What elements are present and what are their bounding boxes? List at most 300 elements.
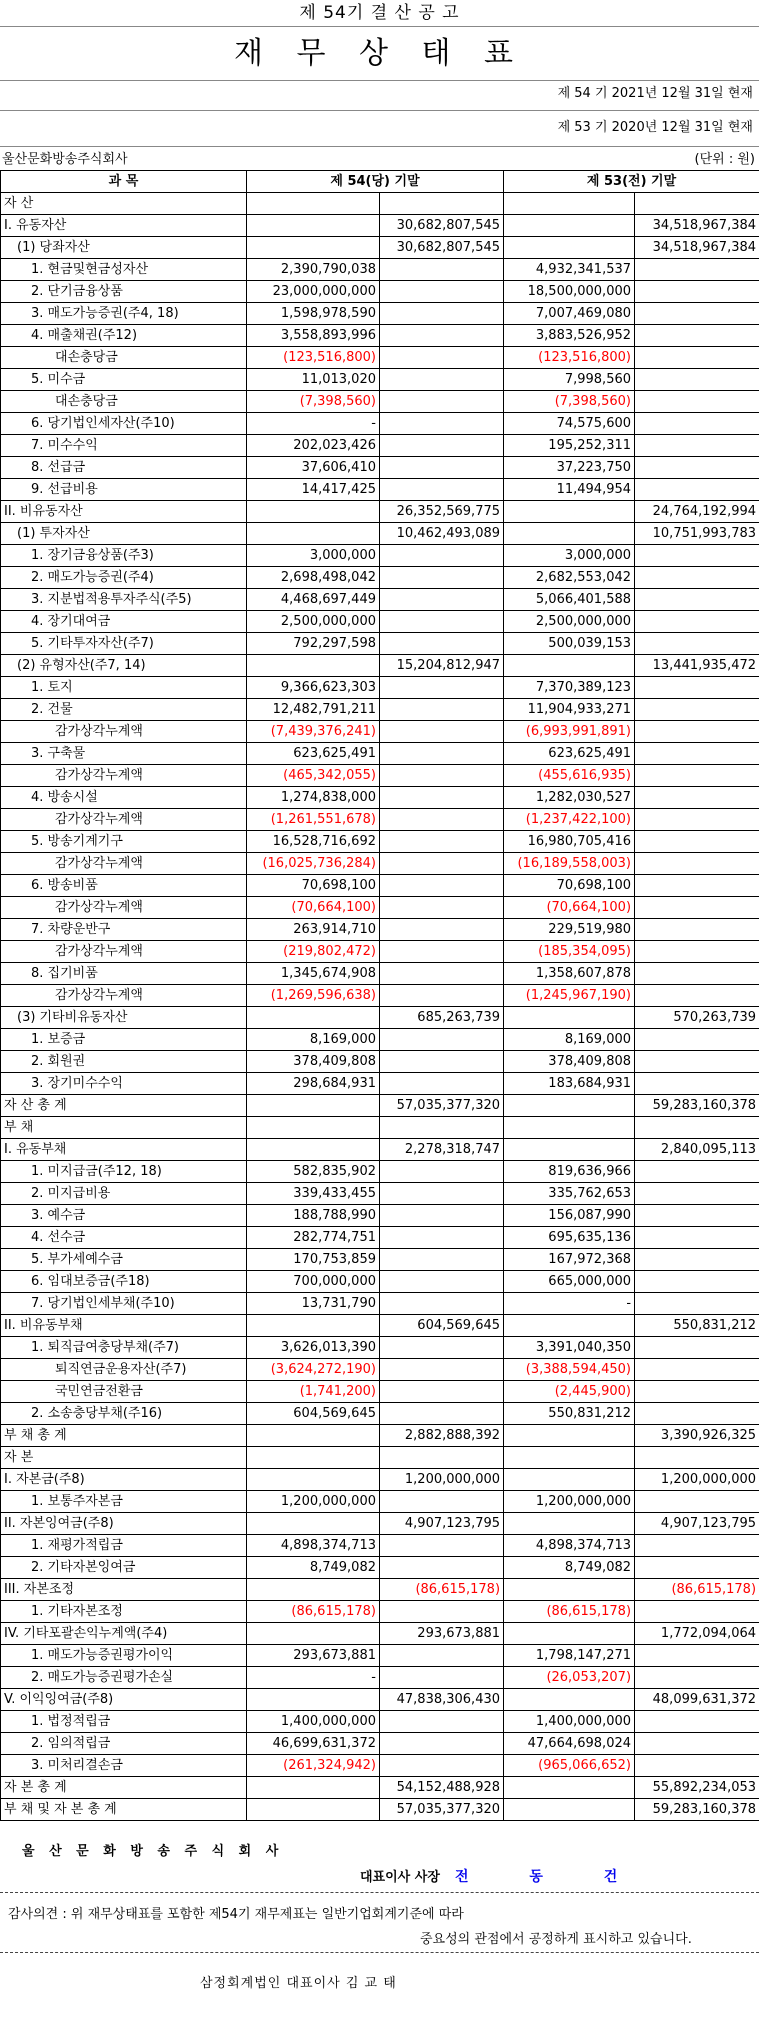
- amount-cell-c1: 23,000,000,000: [247, 281, 380, 303]
- account-label: 3. 매도가능증권(주4, 18): [1, 303, 247, 325]
- account-label: 자 산 총 계: [1, 1095, 247, 1117]
- amount-cell-c3: [504, 1579, 635, 1601]
- table-row: [1, 1667, 759, 1689]
- amount-cell-c3: 167,972,368: [504, 1249, 635, 1271]
- amount-cell-c4: [635, 875, 759, 897]
- amount-cell-c4: [635, 721, 759, 743]
- amount-cell-c4: [635, 1227, 759, 1249]
- amount-cell-c3: (7,398,560): [504, 391, 635, 413]
- amount-cell-c1: [247, 1095, 380, 1117]
- amount-cell-c4: [635, 545, 759, 567]
- table-header-row: [1, 171, 759, 193]
- table-row: [1, 413, 759, 435]
- table-row: [1, 1711, 759, 1733]
- amount-cell-c4: [635, 259, 759, 281]
- amount-cell-c4: [635, 809, 759, 831]
- amount-cell-c2: [380, 875, 504, 897]
- amount-cell-c1: 4,898,374,713: [247, 1535, 380, 1557]
- amount-cell-c2: [380, 1535, 504, 1557]
- amount-cell-c4: [635, 633, 759, 655]
- account-label: 자 본: [1, 1447, 247, 1469]
- account-label: (2) 유형자산(주7, 14): [1, 655, 247, 677]
- amount-cell-c2: 10,462,493,089: [380, 523, 504, 545]
- amount-cell-c1: 582,835,902: [247, 1161, 380, 1183]
- amount-cell-c3: -: [504, 1293, 635, 1315]
- amount-cell-c3: [504, 1469, 635, 1491]
- amount-cell-c2: 1,200,000,000: [380, 1469, 504, 1491]
- amount-cell-c2: [380, 435, 504, 457]
- amount-cell-c2: [380, 303, 504, 325]
- amount-cell-c2: [380, 1381, 504, 1403]
- table-row: [1, 1249, 759, 1271]
- amount-cell-c3: [504, 523, 635, 545]
- amount-cell-c3: 11,494,954: [504, 479, 635, 501]
- amount-cell-c4: 34,518,967,384: [635, 237, 759, 259]
- amount-cell-c3: 4,898,374,713: [504, 1535, 635, 1557]
- amount-cell-c2: [380, 809, 504, 831]
- table-row: [1, 457, 759, 479]
- amount-cell-c3: 16,980,705,416: [504, 831, 635, 853]
- account-label: 5. 기타투자자산(주7): [1, 633, 247, 655]
- amount-cell-c2: [380, 1205, 504, 1227]
- amount-cell-c3: 156,087,990: [504, 1205, 635, 1227]
- table-row: [1, 787, 759, 809]
- amount-cell-c1: 700,000,000: [247, 1271, 380, 1293]
- table-row: [1, 1183, 759, 1205]
- table-row: [1, 237, 759, 259]
- account-label: 6. 임대보증금(주18): [1, 1271, 247, 1293]
- amount-cell-c3: [504, 1513, 635, 1535]
- amount-cell-c3: [504, 501, 635, 523]
- account-label: 6. 당기법인세자산(주10): [1, 413, 247, 435]
- amount-cell-c4: 570,263,739: [635, 1007, 759, 1029]
- amount-cell-c4: [635, 985, 759, 1007]
- amount-cell-c3: [504, 193, 635, 215]
- header-divider: [0, 26, 759, 27]
- account-label: 1. 토지: [1, 677, 247, 699]
- amount-cell-c4: [635, 941, 759, 963]
- amount-cell-c3: 378,409,808: [504, 1051, 635, 1073]
- account-label: 부 채 총 계: [1, 1425, 247, 1447]
- account-label: 2. 매도가능증권(주4): [1, 567, 247, 589]
- amount-cell-c4: [635, 787, 759, 809]
- account-label: V. 이익잉여금(주8): [1, 1689, 247, 1711]
- amount-cell-c2: [380, 391, 504, 413]
- amount-cell-c2: [380, 1051, 504, 1073]
- account-label: 1. 보증금: [1, 1029, 247, 1051]
- amount-cell-c2: [380, 1557, 504, 1579]
- balance-sheet-table: [0, 170, 759, 1821]
- amount-cell-c3: 74,575,600: [504, 413, 635, 435]
- amount-cell-c3: 7,998,560: [504, 369, 635, 391]
- table-row: [1, 1601, 759, 1623]
- account-label: 국민연금전환금: [1, 1381, 247, 1403]
- amount-cell-c4: [635, 1403, 759, 1425]
- account-label: (1) 투자자산: [1, 523, 247, 545]
- amount-cell-c1: (1,269,596,638): [247, 985, 380, 1007]
- account-label: 1. 퇴직급여충당부채(주7): [1, 1337, 247, 1359]
- account-label: 2. 매도가능증권평가손실: [1, 1667, 247, 1689]
- auditor-signature: 삼정회계법인 대표이사 김 교 태: [200, 1976, 397, 1991]
- account-label: 감가상각누계액: [1, 897, 247, 919]
- table-row: [1, 765, 759, 787]
- amount-cell-c2: [380, 963, 504, 985]
- audit-opinion-line-2: 중요성의 관점에서 공정하게 표시하고 있습니다.: [420, 1932, 692, 1947]
- table-row: [1, 1403, 759, 1425]
- amount-cell-c1: [247, 655, 380, 677]
- amount-cell-c2: [380, 1073, 504, 1095]
- amount-cell-c1: (123,516,800): [247, 347, 380, 369]
- column-header-prior: 제 53(전) 기말: [504, 171, 759, 193]
- account-label: 7. 당기법인세부채(주10): [1, 1293, 247, 1315]
- table-row: [1, 303, 759, 325]
- amount-cell-c2: [380, 787, 504, 809]
- table-row: [1, 941, 759, 963]
- amount-cell-c3: [504, 1007, 635, 1029]
- header-divider: [0, 80, 759, 81]
- amount-cell-c4: [635, 1557, 759, 1579]
- table-row: [1, 369, 759, 391]
- account-label: 퇴직연금운용자산(주7): [1, 1359, 247, 1381]
- amount-cell-c3: (3,388,594,450): [504, 1359, 635, 1381]
- account-label: 자 산: [1, 193, 247, 215]
- amount-cell-c1: [247, 1007, 380, 1029]
- account-label: 1. 재평가적립금: [1, 1535, 247, 1557]
- account-label: 1. 기타자본조정: [1, 1601, 247, 1623]
- amount-cell-c1: 14,417,425: [247, 479, 380, 501]
- amount-cell-c2: 47,838,306,430: [380, 1689, 504, 1711]
- audit-opinion-line-1: 감사의견 : 위 재무상태표를 포함한 제54기 재무제표는 일반기업회계기준에 따라: [8, 1907, 464, 1922]
- account-label: 2. 기타자본잉여금: [1, 1557, 247, 1579]
- table-row: [1, 545, 759, 567]
- table-row: [1, 567, 759, 589]
- table-row: [1, 897, 759, 919]
- table-row: [1, 831, 759, 853]
- amount-cell-c4: [635, 1381, 759, 1403]
- amount-cell-c2: [380, 259, 504, 281]
- amount-cell-c2: [380, 457, 504, 479]
- table-row: [1, 259, 759, 281]
- table-row: [1, 1381, 759, 1403]
- account-label: IV. 기타포괄손익누계액(주4): [1, 1623, 247, 1645]
- amount-cell-c4: [635, 1249, 759, 1271]
- account-label: 2. 단기금융상품: [1, 281, 247, 303]
- amount-cell-c4: 48,099,631,372: [635, 1689, 759, 1711]
- amount-cell-c2: [380, 1227, 504, 1249]
- table-row: [1, 1117, 759, 1139]
- amount-cell-c3: [504, 237, 635, 259]
- amount-cell-c3: [504, 1623, 635, 1645]
- amount-cell-c4: 4,907,123,795: [635, 1513, 759, 1535]
- amount-cell-c3: 47,664,698,024: [504, 1733, 635, 1755]
- amount-cell-c1: [247, 215, 380, 237]
- table-row: [1, 1073, 759, 1095]
- amount-cell-c2: [380, 1711, 504, 1733]
- amount-cell-c1: 8,169,000: [247, 1029, 380, 1051]
- amount-cell-c3: 550,831,212: [504, 1403, 635, 1425]
- table-row: [1, 1293, 759, 1315]
- table-row: [1, 809, 759, 831]
- amount-cell-c1: (70,664,100): [247, 897, 380, 919]
- amount-cell-c1: 282,774,751: [247, 1227, 380, 1249]
- table-row: [1, 1447, 759, 1469]
- audit-divider: [0, 1952, 759, 1953]
- amount-cell-c4: 55,892,234,053: [635, 1777, 759, 1799]
- amount-cell-c2: [380, 325, 504, 347]
- account-label: 1. 매도가능증권평가이익: [1, 1645, 247, 1667]
- table-row: [1, 655, 759, 677]
- table-row: [1, 633, 759, 655]
- account-label: 감가상각누계액: [1, 765, 247, 787]
- amount-cell-c4: [635, 699, 759, 721]
- current-period: 제 54 기 2021년 12월 31일 현재: [557, 86, 753, 101]
- amount-cell-c3: [504, 1777, 635, 1799]
- amount-cell-c4: [635, 1117, 759, 1139]
- amount-cell-c4: [635, 391, 759, 413]
- amount-cell-c4: [635, 1359, 759, 1381]
- amount-cell-c2: [380, 985, 504, 1007]
- amount-cell-c4: [635, 457, 759, 479]
- account-label: 대손충당금: [1, 391, 247, 413]
- amount-cell-c4: [635, 831, 759, 853]
- amount-cell-c4: [635, 1205, 759, 1227]
- column-header-subject: 과 목: [1, 171, 247, 193]
- audit-divider: [0, 1892, 759, 1893]
- amount-cell-c2: 2,882,888,392: [380, 1425, 504, 1447]
- amount-cell-c3: 37,223,750: [504, 457, 635, 479]
- table-row: [1, 1623, 759, 1645]
- amount-cell-c4: 34,518,967,384: [635, 215, 759, 237]
- table-row: [1, 435, 759, 457]
- account-label: 자 본 총 계: [1, 1777, 247, 1799]
- amount-cell-c1: 13,731,790: [247, 1293, 380, 1315]
- amount-cell-c2: [380, 193, 504, 215]
- account-label: 감가상각누계액: [1, 721, 247, 743]
- amount-cell-c3: 1,282,030,527: [504, 787, 635, 809]
- amount-cell-c1: 378,409,808: [247, 1051, 380, 1073]
- amount-cell-c1: [247, 1799, 380, 1821]
- amount-cell-c4: [635, 1667, 759, 1689]
- amount-cell-c1: (7,398,560): [247, 391, 380, 413]
- table-row: [1, 919, 759, 941]
- table-row: [1, 1469, 759, 1491]
- amount-cell-c4: 10,751,993,783: [635, 523, 759, 545]
- amount-cell-c3: (86,615,178): [504, 1601, 635, 1623]
- table-row: [1, 1051, 759, 1073]
- amount-cell-c2: 57,035,377,320: [380, 1095, 504, 1117]
- amount-cell-c4: [635, 1711, 759, 1733]
- account-label: 8. 집기비품: [1, 963, 247, 985]
- amount-cell-c4: [635, 1755, 759, 1777]
- amount-cell-c2: [380, 1447, 504, 1469]
- account-label: I. 유동자산: [1, 215, 247, 237]
- amount-cell-c1: [247, 501, 380, 523]
- amount-cell-c1: 263,914,710: [247, 919, 380, 941]
- account-label: 4. 방송시설: [1, 787, 247, 809]
- amount-cell-c1: 604,569,645: [247, 1403, 380, 1425]
- amount-cell-c3: [504, 1095, 635, 1117]
- amount-cell-c2: [380, 479, 504, 501]
- amount-cell-c3: 2,682,553,042: [504, 567, 635, 589]
- table-row: [1, 1535, 759, 1557]
- ceo-name: 전 동 건: [455, 1869, 646, 1885]
- table-row: [1, 1557, 759, 1579]
- amount-cell-c1: 12,482,791,211: [247, 699, 380, 721]
- amount-cell-c1: 1,274,838,000: [247, 787, 380, 809]
- table-row: [1, 699, 759, 721]
- table-row: [1, 1007, 759, 1029]
- amount-cell-c2: [380, 831, 504, 853]
- amount-cell-c4: 59,283,160,378: [635, 1799, 759, 1821]
- amount-cell-c3: 11,904,933,271: [504, 699, 635, 721]
- amount-cell-c4: [635, 1293, 759, 1315]
- amount-cell-c2: [380, 567, 504, 589]
- amount-cell-c4: [635, 1183, 759, 1205]
- amount-cell-c4: [635, 677, 759, 699]
- amount-cell-c1: 2,698,498,042: [247, 567, 380, 589]
- table-row: [1, 1491, 759, 1513]
- amount-cell-c1: 293,673,881: [247, 1645, 380, 1667]
- amount-cell-c2: [380, 1601, 504, 1623]
- amount-cell-c3: 229,519,980: [504, 919, 635, 941]
- amount-cell-c4: 59,283,160,378: [635, 1095, 759, 1117]
- amount-cell-c4: [635, 303, 759, 325]
- amount-cell-c3: [504, 655, 635, 677]
- account-label: 감가상각누계액: [1, 853, 247, 875]
- amount-cell-c1: -: [247, 413, 380, 435]
- amount-cell-c3: [504, 1425, 635, 1447]
- amount-cell-c1: 1,200,000,000: [247, 1491, 380, 1513]
- amount-cell-c2: [380, 1755, 504, 1777]
- amount-cell-c1: [247, 1777, 380, 1799]
- amount-cell-c2: 30,682,807,545: [380, 237, 504, 259]
- amount-cell-c2: [380, 1161, 504, 1183]
- account-label: 3. 구축물: [1, 743, 247, 765]
- amount-cell-c1: [247, 1315, 380, 1337]
- table-row: [1, 611, 759, 633]
- amount-cell-c1: [247, 523, 380, 545]
- account-label: 1. 현금및현금성자산: [1, 259, 247, 281]
- table-row: [1, 1029, 759, 1051]
- amount-cell-c1: [247, 1447, 380, 1469]
- amount-cell-c2: [380, 1733, 504, 1755]
- amount-cell-c4: [635, 1535, 759, 1557]
- amount-cell-c3: 819,636,966: [504, 1161, 635, 1183]
- table-row: [1, 853, 759, 875]
- account-label: 1. 미지급금(주12, 18): [1, 1161, 247, 1183]
- amount-cell-c1: 2,500,000,000: [247, 611, 380, 633]
- amount-cell-c1: (219,802,472): [247, 941, 380, 963]
- amount-cell-c1: 188,788,990: [247, 1205, 380, 1227]
- header-divider: [0, 146, 759, 147]
- amount-cell-c3: 70,698,100: [504, 875, 635, 897]
- amount-cell-c2: [380, 1337, 504, 1359]
- account-label: II. 비유동부채: [1, 1315, 247, 1337]
- amount-cell-c2: [380, 919, 504, 941]
- amount-cell-c3: (16,189,558,003): [504, 853, 635, 875]
- amount-cell-c4: 13,441,935,472: [635, 655, 759, 677]
- amount-cell-c2: 2,278,318,747: [380, 1139, 504, 1161]
- amount-cell-c4: [635, 347, 759, 369]
- amount-cell-c3: [504, 1139, 635, 1161]
- amount-cell-c1: (86,615,178): [247, 1601, 380, 1623]
- amount-cell-c2: [380, 589, 504, 611]
- table-row: [1, 1359, 759, 1381]
- amount-cell-c2: [380, 765, 504, 787]
- amount-cell-c1: 1,400,000,000: [247, 1711, 380, 1733]
- amount-cell-c1: 3,000,000: [247, 545, 380, 567]
- amount-cell-c1: 11,013,020: [247, 369, 380, 391]
- amount-cell-c2: [380, 743, 504, 765]
- amount-cell-c2: 685,263,739: [380, 1007, 504, 1029]
- amount-cell-c3: 623,625,491: [504, 743, 635, 765]
- amount-cell-c3: (185,354,095): [504, 941, 635, 963]
- amount-cell-c1: 16,528,716,692: [247, 831, 380, 853]
- table-row: [1, 281, 759, 303]
- table-row: [1, 1425, 759, 1447]
- table-row: [1, 589, 759, 611]
- account-label: 9. 선급비용: [1, 479, 247, 501]
- amount-cell-c1: [247, 1689, 380, 1711]
- table-row: [1, 1205, 759, 1227]
- amount-cell-c1: 170,753,859: [247, 1249, 380, 1271]
- amount-cell-c4: [635, 1447, 759, 1469]
- amount-cell-c3: (965,066,652): [504, 1755, 635, 1777]
- amount-cell-c4: [635, 897, 759, 919]
- amount-cell-c1: 1,598,978,590: [247, 303, 380, 325]
- amount-cell-c3: 8,749,082: [504, 1557, 635, 1579]
- account-label: 감가상각누계액: [1, 809, 247, 831]
- account-label: (1) 당좌자산: [1, 237, 247, 259]
- amount-cell-c3: [504, 215, 635, 237]
- amount-cell-c4: [635, 325, 759, 347]
- table-row: [1, 325, 759, 347]
- account-label: 부 채: [1, 1117, 247, 1139]
- amount-cell-c3: [504, 1447, 635, 1469]
- table-row: [1, 1513, 759, 1535]
- amount-cell-c1: (1,741,200): [247, 1381, 380, 1403]
- account-label: 5. 부가세예수금: [1, 1249, 247, 1271]
- amount-cell-c3: (123,516,800): [504, 347, 635, 369]
- amount-cell-c2: [380, 1491, 504, 1513]
- account-label: I. 자본금(주8): [1, 1469, 247, 1491]
- amount-cell-c1: 792,297,598: [247, 633, 380, 655]
- amount-cell-c1: (465,342,055): [247, 765, 380, 787]
- amount-cell-c2: [380, 1249, 504, 1271]
- prior-period: 제 53 기 2020년 12월 31일 현재: [557, 120, 753, 135]
- amount-cell-c3: 1,400,000,000: [504, 1711, 635, 1733]
- account-label: II. 자본잉여금(주8): [1, 1513, 247, 1535]
- amount-cell-c4: [635, 743, 759, 765]
- amount-cell-c2: [380, 1029, 504, 1051]
- amount-cell-c3: 500,039,153: [504, 633, 635, 655]
- account-label: 6. 방송비품: [1, 875, 247, 897]
- amount-cell-c3: (1,237,422,100): [504, 809, 635, 831]
- account-label: 3. 미처리결손금: [1, 1755, 247, 1777]
- statement-subtitle: 제 54기 결 산 공 고: [299, 3, 460, 23]
- amount-cell-c4: [635, 193, 759, 215]
- amount-cell-c4: [635, 413, 759, 435]
- amount-cell-c3: (2,445,900): [504, 1381, 635, 1403]
- amount-cell-c3: 183,684,931: [504, 1073, 635, 1095]
- company-name: 울산문화방송주식회사: [2, 152, 128, 167]
- amount-cell-c4: [635, 1161, 759, 1183]
- amount-cell-c2: [380, 1293, 504, 1315]
- amount-cell-c2: 604,569,645: [380, 1315, 504, 1337]
- amount-cell-c3: 695,635,136: [504, 1227, 635, 1249]
- balance-sheet-body: [1, 193, 759, 1821]
- amount-cell-c2: [380, 699, 504, 721]
